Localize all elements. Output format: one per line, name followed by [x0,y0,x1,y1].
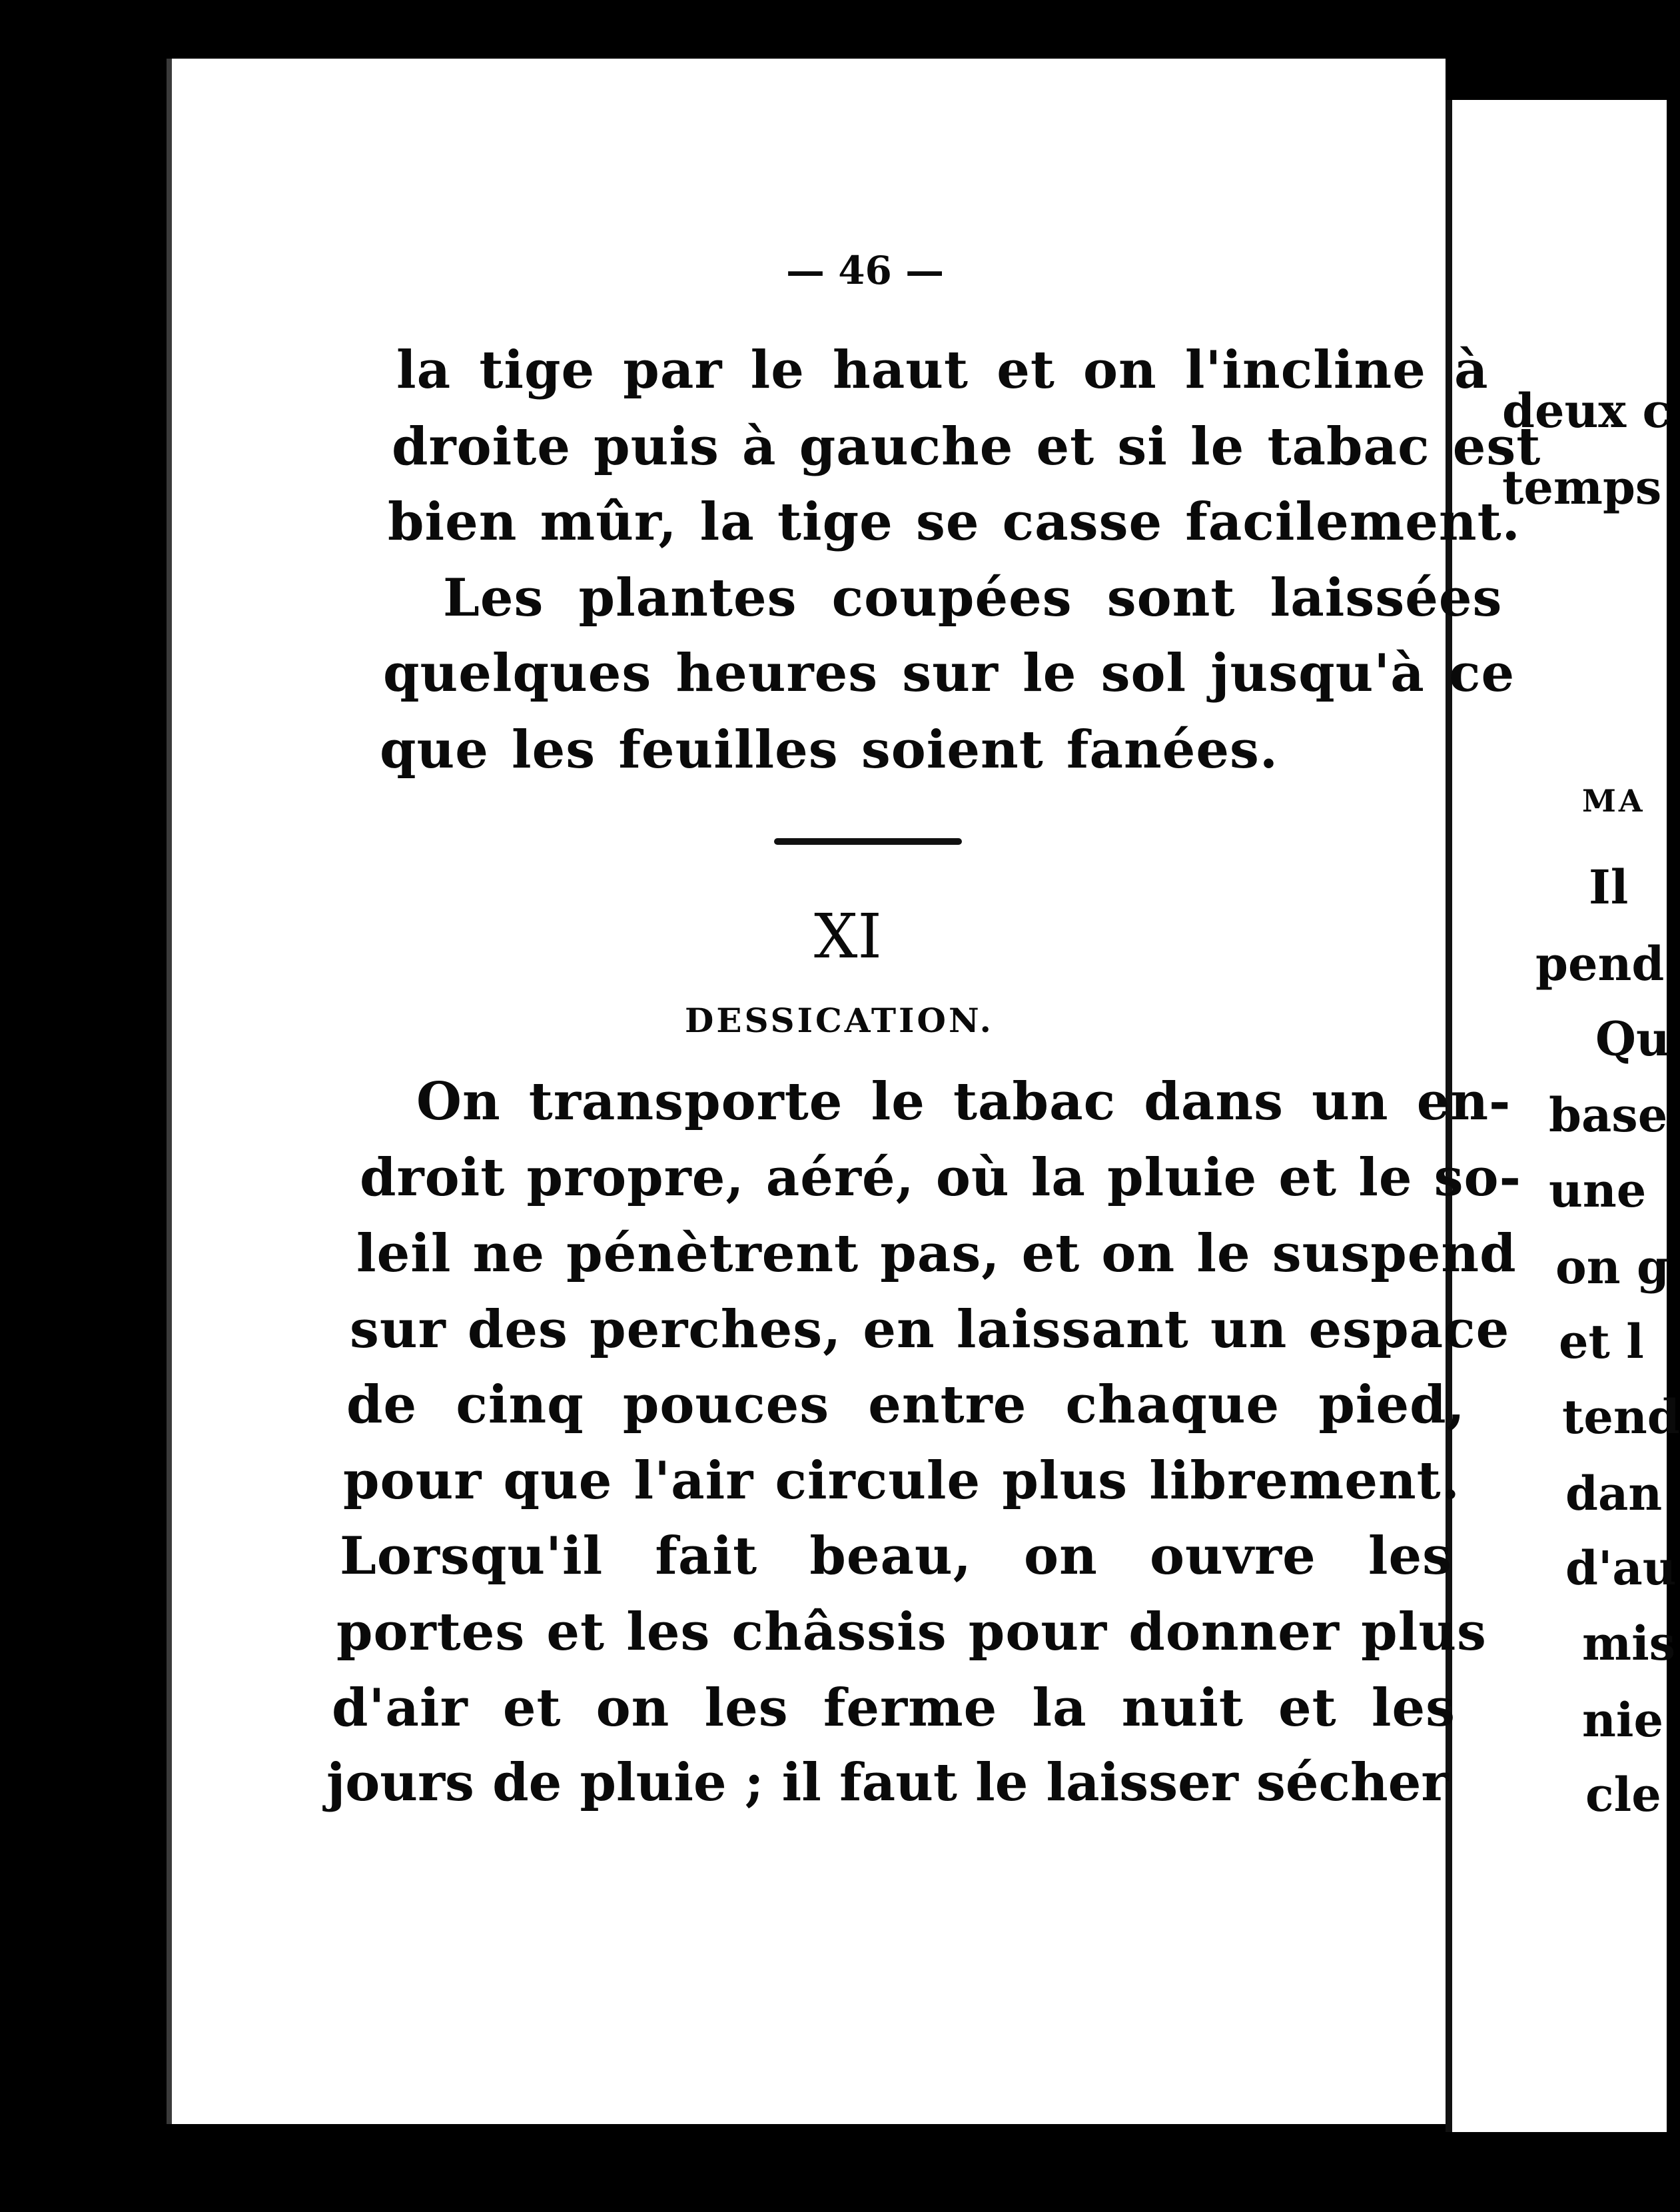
text-line: que les feuilles soient fanées. [380,720,1279,780]
text-line: portes et les châssis pour donner plus [336,1602,1487,1662]
text-line: pour que l'air circule plus librement. [343,1450,1460,1511]
text-line: sur des perches, en laissant un espace [350,1299,1510,1360]
right-page-fragment: MA [1582,783,1645,819]
chapter-title: DESSICATION. [685,1001,994,1040]
text-line: droit propre, aéré, où la pluie et le so- [360,1147,1521,1208]
right-page-fragment: mis [1582,1616,1676,1671]
text-line: de cinq pouces entre chaque pied, [346,1375,1466,1435]
text-line: la tige par le haut et on l'incline à [396,340,1489,400]
right-page-fragment: cle [1585,1767,1661,1822]
right-page-fragment: nie [1582,1692,1664,1748]
right-page-fragment: deux c [1502,383,1671,438]
right-page-fragment: tend [1562,1389,1680,1444]
text-line: droite puis à gauche et si le tabac est [392,416,1541,477]
right-page-fragment: une [1549,1163,1647,1218]
page-number: — 46 — [786,248,945,293]
text-line: jours de pluie ; il faut le laisser sécher [326,1752,1449,1813]
right-page-fragment: Qu [1595,1011,1670,1067]
section-divider [774,838,962,845]
text-line: On transporte le tabac dans un en- [416,1071,1511,1132]
text-line: d'air et on les ferme la nuit et les [332,1678,1456,1738]
right-page-fragment: temps [1502,460,1662,515]
right-page-fragment: pend [1535,936,1665,991]
right-page-fragment: base [1549,1087,1668,1143]
right-page-fragment: d'au [1565,1540,1677,1596]
text-line: quelques heures sur le sol jusqu'à ce [383,643,1515,704]
right-page-fragment: et l [1559,1314,1644,1369]
text-line: Lorsqu'il fait beau, on ouvre les [340,1526,1453,1586]
text-line: Les plantes coupées sont laissées [443,568,1503,628]
right-page-fragment: dan [1565,1466,1663,1521]
right-page-fragment: on g [1555,1239,1669,1295]
right-page-fragment: Il [1589,859,1629,915]
chapter-number: XI [814,901,882,972]
text-line: bien mûr, la tige se casse facilement. [388,492,1521,552]
text-line: leil ne pénètrent pas, et on le suspend [356,1223,1517,1284]
